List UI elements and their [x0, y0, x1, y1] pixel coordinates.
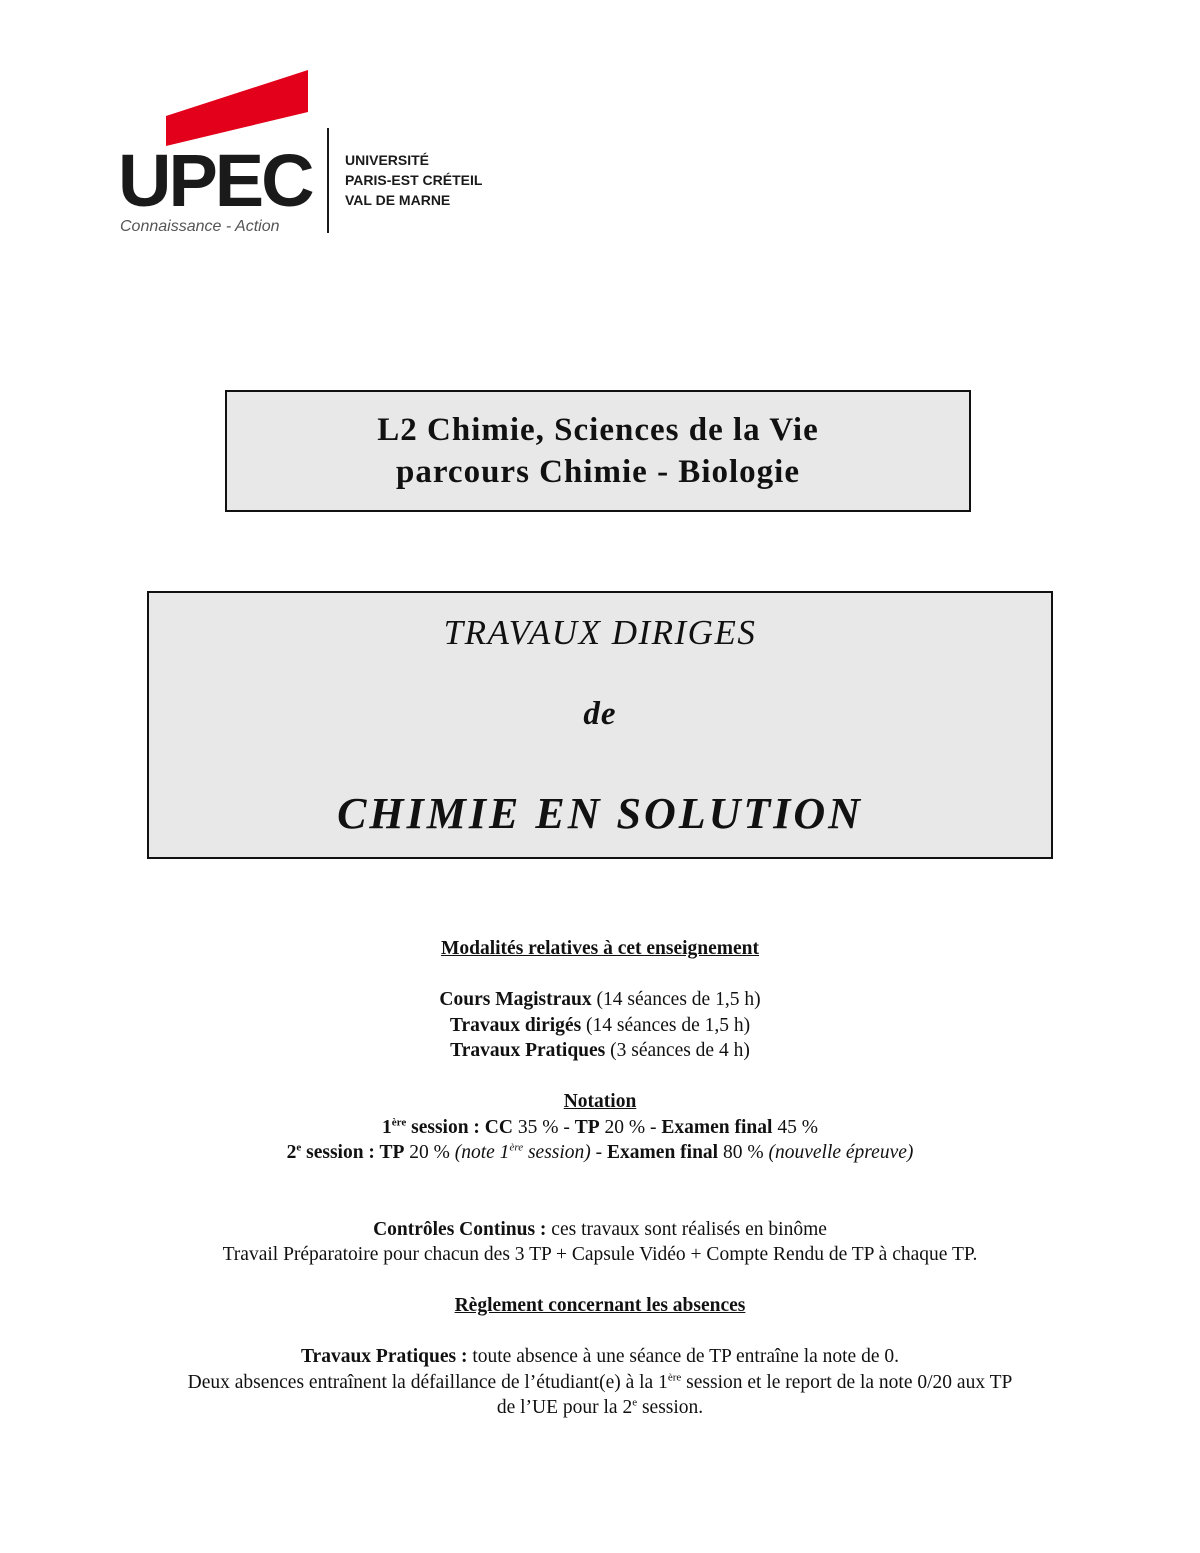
- program-line2: parcours Chimie - Biologie: [396, 454, 800, 490]
- modalites-heading: Modalités relatives à cet enseignement: [440, 938, 760, 959]
- logo-wordmark: UPEC: [118, 139, 312, 222]
- modalite-cm: Cours Magistraux (14 séances de 1,5 h): [439, 989, 761, 1010]
- controles-line2: Travail Préparatoire pour chacun des 3 TP + Capsule Vidéo + Compte Rendu de TP à chaque TP.: [222, 1244, 978, 1265]
- title-line1: TRAVAUX DIRIGES: [443, 613, 757, 652]
- program-line1: L2 Chimie, Sciences de la Vie: [377, 412, 819, 448]
- modalite-td: Travaux dirigés (14 séances de 1,5 h): [449, 1014, 751, 1036]
- course-details: [100, 936, 1100, 1421]
- title-line3: CHIMIE EN SOLUTION: [337, 789, 863, 838]
- logo-tagline: Connaissance - Action: [120, 218, 280, 235]
- absences-line3: de l’UE pour la 2e session.: [496, 1396, 704, 1418]
- logo-name-line1: UNIVERSITÉ: [345, 152, 430, 168]
- controles-line1: Contrôles Continus : ces travaux sont réalisés en binôme: [373, 1218, 827, 1240]
- logo-name-line3: VAL DE MARNE: [345, 192, 451, 208]
- absences-heading: Règlement concernant les absences: [454, 1295, 746, 1316]
- notation-session1: 1ère session : CC 35 % - TP 20 % - Examen final 45 %: [382, 1116, 818, 1138]
- absences-line2: Deux absences entraînent la défaillance de l’étudiant(e) à la 1ère session et le report de la note 0/20 aux TP: [187, 1371, 1013, 1393]
- notation-heading: Notation: [563, 1091, 637, 1112]
- logo-divider: [327, 128, 329, 233]
- program-box: [225, 390, 971, 512]
- modalite-tp: Travaux Pratiques (3 séances de 4 h): [450, 1040, 750, 1061]
- upec-logo: [118, 68, 518, 238]
- notation-session2: 2e session : TP 20 % (note 1ère session) - Examen final 80 % (nouvelle épreuve): [286, 1141, 914, 1163]
- logo-red-banner: [166, 70, 308, 146]
- title-box: [147, 591, 1053, 859]
- title-line2: de: [583, 696, 617, 732]
- logo-name-line2: PARIS-EST CRÉTEIL: [345, 172, 483, 188]
- absences-tp: Travaux Pratiques : toute absence à une séance de TP entraîne la note de 0.: [301, 1346, 899, 1367]
